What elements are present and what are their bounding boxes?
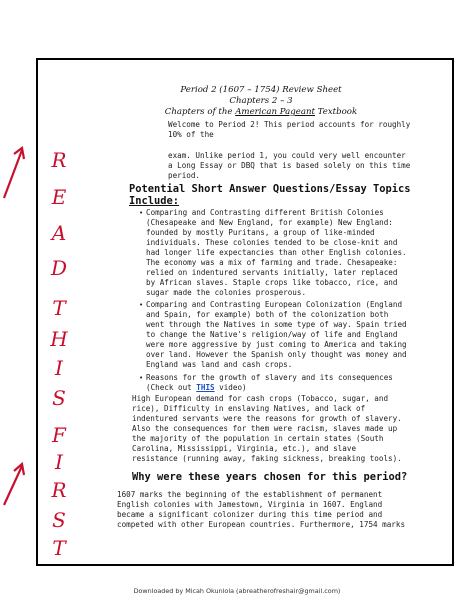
arrow-bottom-icon (4, 464, 24, 505)
bullet-icon: • (139, 209, 144, 217)
side-letter: I (55, 356, 63, 380)
bullet-line: went through the Natives in some type of way. Spain tried (146, 320, 407, 329)
paragraph-line: Carolina, Mississippi, Virginia, etc.), and slave (132, 444, 357, 453)
check-out-pre: (Check out (146, 383, 197, 392)
section-heading-topics: Potential Short Answer Questions/Essay Topics (129, 183, 411, 195)
bullet-line: sugar made the colonies prosperous. (146, 288, 307, 297)
bullet-icon: • (139, 374, 144, 382)
bullet-line: The economy was a mix of farming and trade. Chesapeake: (146, 258, 398, 267)
side-letter: F (52, 423, 66, 447)
bullet-line: England was land and cash crops. (146, 360, 293, 369)
bullet-line: and Spain, for example) both of the colonization both (146, 310, 389, 319)
paragraph-line: 1607 marks the beginning of the establishment of permanent (117, 490, 383, 499)
header-textbook-title: American Pageant (235, 107, 315, 117)
download-footer: Downloaded by Micah Okunlola (abreatherofreshair@gmail.com) (133, 587, 341, 595)
side-letter: T (52, 536, 66, 560)
video-link[interactable]: THIS (196, 383, 215, 392)
bullet-line: were more aggressive by just coming to America and taking (146, 340, 407, 349)
side-letter: D (50, 256, 68, 280)
bullet-line: Comparing and Contrasting European Colonization (England (146, 300, 403, 309)
side-letter: R (51, 478, 67, 502)
check-out-post: video) (214, 383, 247, 392)
section-heading-why: Why were these years chosen for this period? (132, 471, 408, 483)
bullet-line: Reasons for the growth of slavery and its consequences (146, 373, 393, 382)
bullet-line: by African slaves. Staple crops like tobacco, rice, and (146, 278, 398, 287)
bullet-line: founded by mostly Puritans, a group of like-minded (146, 228, 375, 237)
header-chapters: Chapters 2 – 3 (229, 96, 293, 106)
paragraph-line: High European demand for cash crops (Tobacco, sugar, and (132, 394, 389, 403)
side-letter: S (52, 386, 66, 410)
intro-line: period. (168, 171, 201, 180)
intro-line: a Long Essay or DBQ that is based solely on this time (168, 161, 411, 170)
header-textbook-pre: Chapters of the (164, 107, 236, 117)
side-letter: T (52, 296, 66, 320)
side-letter: A (51, 221, 67, 245)
paragraph-line: Also the consequences for them were racism, slaves made up (132, 424, 398, 433)
side-letter: H (50, 327, 68, 351)
side-letter: S (52, 508, 66, 532)
header-title: Period 2 (1607 – 1754) Review Sheet (180, 85, 342, 95)
bullet-line: over land. However the Spanish only thought was money and (146, 350, 407, 359)
bullet-line: Comparing and Contrasting different British Colonies (146, 208, 384, 217)
intro-line: Welcome to Period 2! This period accounts for roughly (168, 120, 411, 129)
intro-line: 10% of the (168, 130, 214, 139)
paragraph-line: rice), Difficulty in enslaving Natives, and lack of (132, 404, 366, 413)
section-heading-include: Include: (129, 195, 180, 207)
arrow-top-icon (4, 148, 24, 198)
paragraph-line: the majority of the population in certain states (South (132, 434, 384, 443)
paragraph-line: indentured servants were the reasons for growth of slavery. (132, 414, 402, 423)
bullet-line: to change the Native's religion/way of life and England (146, 330, 398, 339)
bullet-line: relied on indentured servants initially, later replaced (146, 268, 398, 277)
paragraph-line: resistance (running away, faking sickness, breaking tools). (132, 454, 402, 463)
paragraph-line: became a significant colonizer during this time period and (117, 510, 383, 519)
bullet-line: (Chesapeake and New England, for example) New England: (146, 218, 393, 227)
side-letter: I (55, 450, 63, 474)
paragraph-line: competed with other European countries. Furthermore, 1754 marks (117, 520, 406, 529)
bullet-line: had longer life expectancies than other English colonies. (146, 248, 407, 257)
bullet-icon: • (139, 301, 144, 309)
bullet-line: individuals. These colonies tended to be close-knit and (146, 238, 398, 247)
side-letter: E (51, 185, 67, 209)
header-textbook (136, 107, 386, 118)
header-textbook-post: Textbook (314, 107, 358, 117)
paragraph-line: English colonies with Jamestown, Virginia in 1607. England (117, 500, 383, 509)
check-out-line (146, 383, 247, 393)
side-letter: R (51, 148, 67, 172)
intro-line: exam. Unlike period 1, you could very well encounter (168, 151, 406, 160)
